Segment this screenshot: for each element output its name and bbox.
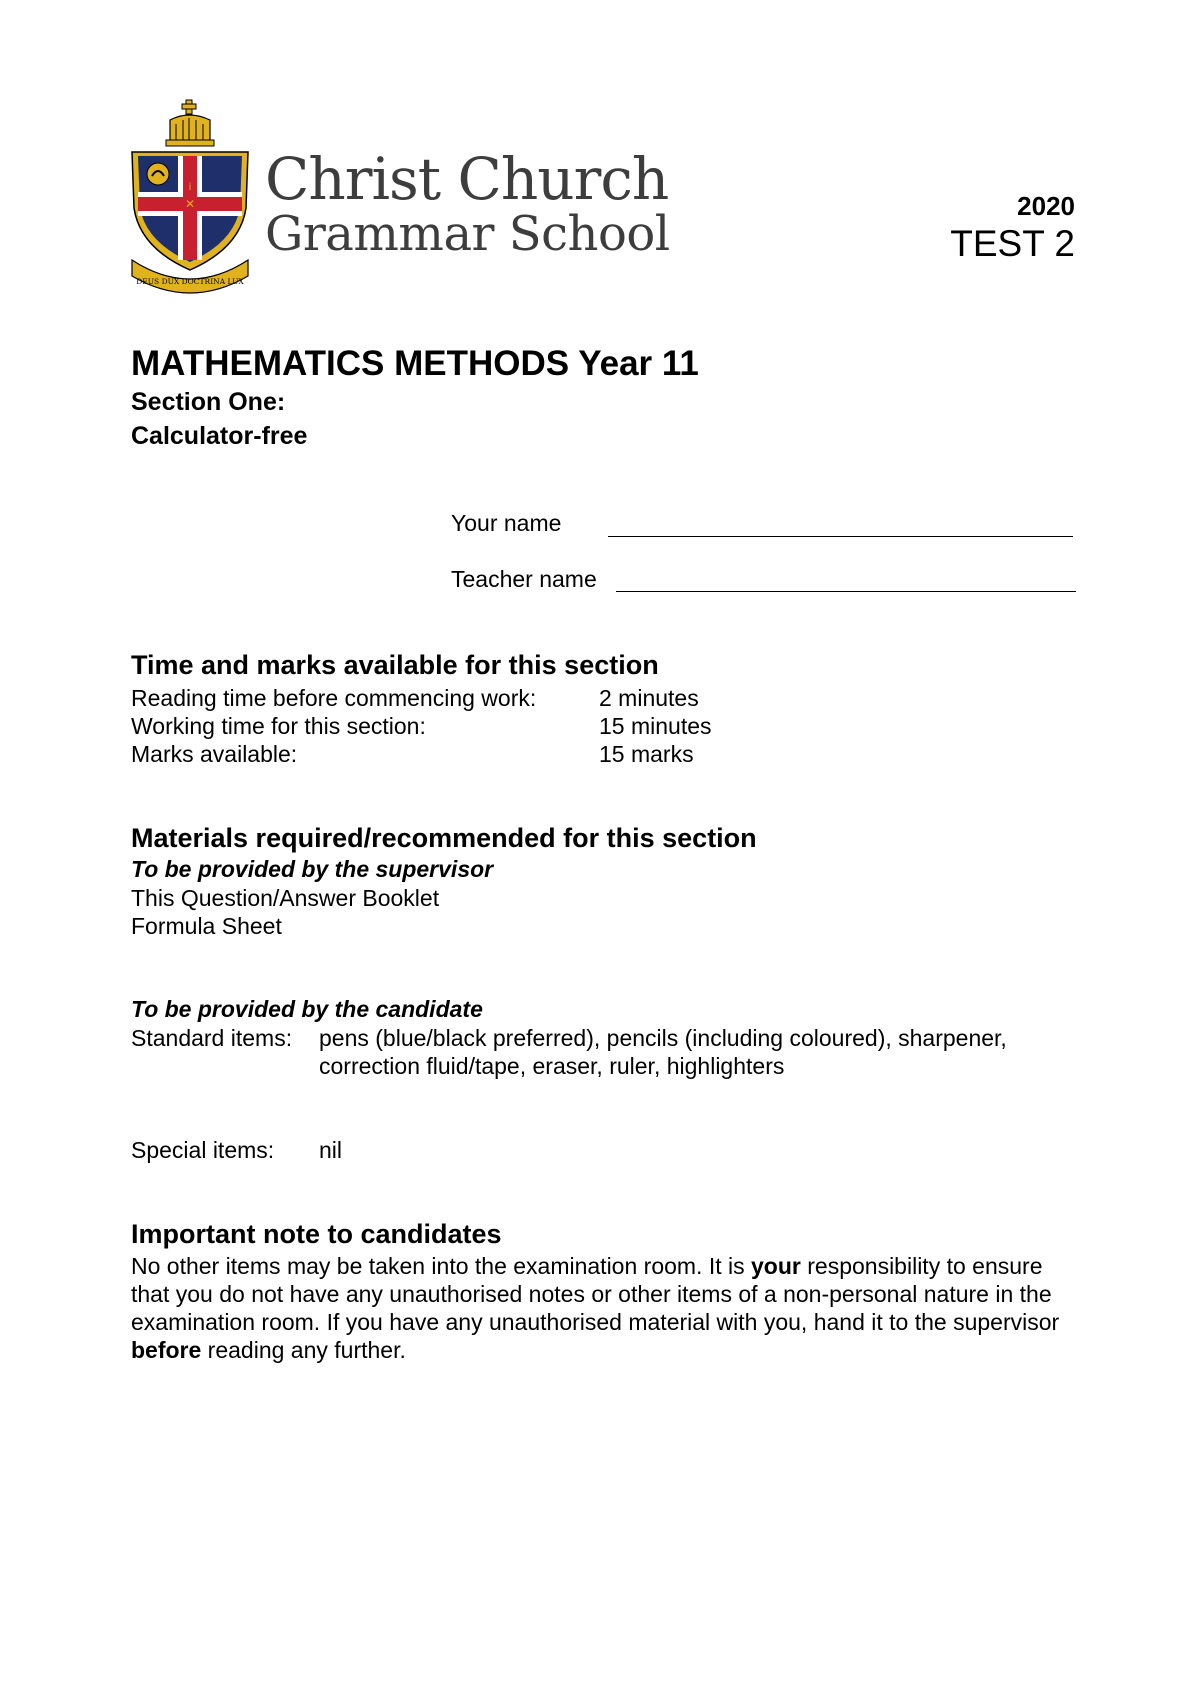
important-note-heading: Important note to candidates xyxy=(131,1219,502,1249)
note-emphasis-before: before xyxy=(131,1337,202,1363)
test-number: TEST 2 xyxy=(950,223,1075,264)
school-name-line2: Grammar School xyxy=(265,206,670,262)
school-name xyxy=(265,145,670,262)
marks-available-value: 15 marks xyxy=(599,741,694,767)
supervisor-item: Formula Sheet xyxy=(131,913,282,939)
note-text-part: responsibility to ensure that you do not have any unauthorised notes or other items of a non-personal nature in the examination room. If you have any unauthorised material with you, hand it to the supervisor xyxy=(131,1253,1060,1335)
teacher-name-label: Teacher name xyxy=(451,566,597,592)
page-title: MATHEMATICS METHODS Year 11 xyxy=(131,344,699,383)
materials-heading: Materials required/recommended for this section xyxy=(131,823,757,853)
working-time-value: 15 minutes xyxy=(599,713,712,739)
standard-items-line1: pens (blue/black preferred), pencils (including coloured), sharpener, xyxy=(319,1025,1007,1051)
svg-text:✕: ✕ xyxy=(184,197,196,211)
standard-items-label: Standard items: xyxy=(131,1025,293,1051)
supervisor-heading: To be provided by the supervisor xyxy=(131,856,494,882)
school-crest-logo xyxy=(130,98,252,298)
teacher-name-field[interactable] xyxy=(616,591,1076,592)
shield-icon xyxy=(132,152,248,270)
reading-time-value: 2 minutes xyxy=(599,685,699,711)
school-name-line1: Christ Church xyxy=(265,145,669,213)
marks-available-label: Marks available: xyxy=(131,741,298,767)
important-note-text xyxy=(131,1252,1081,1364)
special-items-label: Special items: xyxy=(131,1137,275,1163)
candidate-heading: To be provided by the candidate xyxy=(131,996,483,1022)
special-items-value: nil xyxy=(319,1137,343,1163)
reading-time-label: Reading time before commencing work: xyxy=(131,685,537,711)
your-name-label: Your name xyxy=(451,510,562,536)
section-subtitle: Calculator-free xyxy=(131,422,308,450)
note-text-part: reading any further. xyxy=(201,1337,406,1363)
note-emphasis-your: your xyxy=(751,1253,801,1279)
working-time-label: Working time for this section: xyxy=(131,713,426,739)
time-marks-heading: Time and marks available for this section xyxy=(131,650,659,680)
supervisor-item: This Question/Answer Booklet xyxy=(131,885,440,911)
section-label: Section One: xyxy=(131,388,286,416)
note-text-part: No other items may be taken into the examination room. It is xyxy=(131,1253,752,1279)
svg-text:DEUS DUX DOCTRINA LUX: DEUS DUX DOCTRINA LUX xyxy=(136,277,244,286)
test-year: 2020 xyxy=(1017,191,1075,221)
your-name-field[interactable] xyxy=(608,536,1073,537)
crown-icon xyxy=(166,100,214,146)
standard-items-line2: correction fluid/tape, eraser, ruler, highlighters xyxy=(319,1053,785,1079)
svg-text:i: i xyxy=(188,182,192,193)
